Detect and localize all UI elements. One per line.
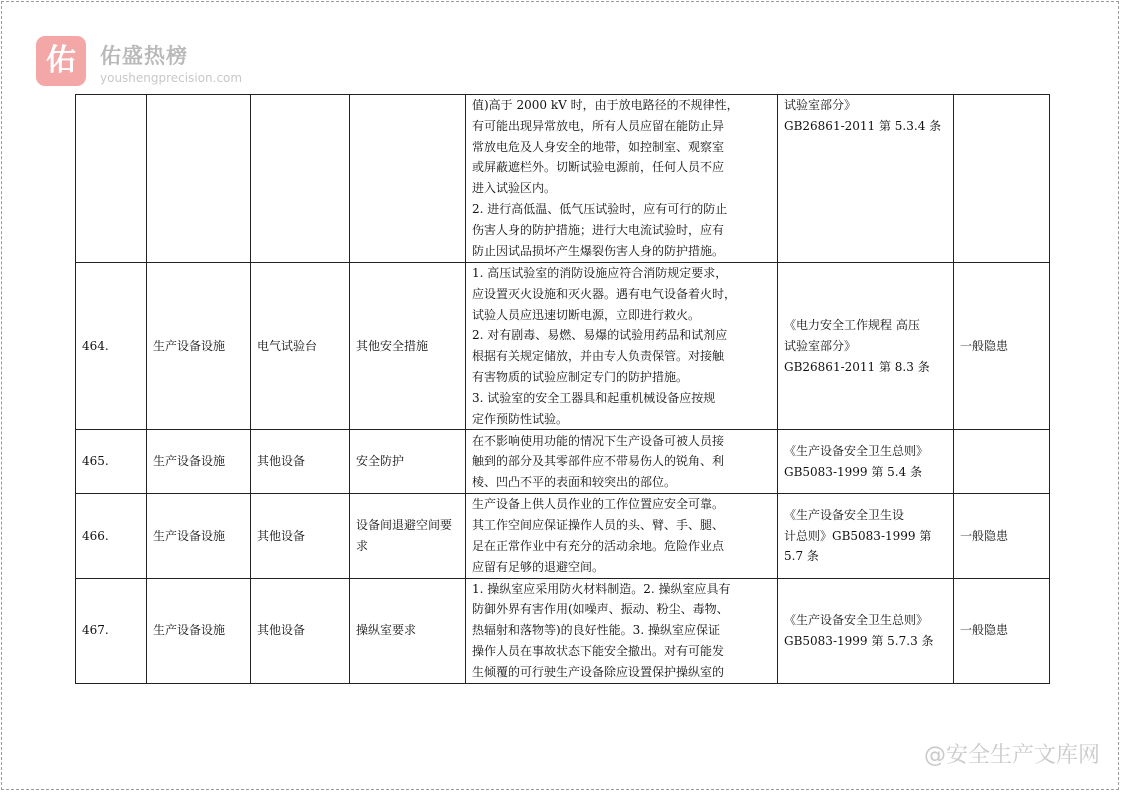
- basis-line: 《生产设备安全卫生总则》: [784, 612, 929, 627]
- table-row: [76, 263, 1050, 430]
- brand-url: youshengprecision.com: [100, 71, 243, 85]
- basis-cell: [778, 263, 954, 430]
- sub-item-cell: 设备间退避空间要求: [350, 494, 466, 578]
- requirement-line: 或屏蔽遮栏外。切断试验电源前，任何人员不应: [472, 160, 725, 175]
- item-cell: 电气试验台: [251, 263, 350, 430]
- row-number: 465.: [76, 430, 147, 494]
- basis-cell: [778, 95, 954, 263]
- brand-logo-icon: 佑: [36, 36, 86, 86]
- brand-name: 佑盛热榜: [100, 44, 188, 68]
- row-number: 464.: [76, 263, 147, 430]
- requirement-line: 在不影响使用功能的情况下生产设备可被人员接: [472, 433, 725, 448]
- requirement-line: 其工作空间应保证操作人员的头、臂、手、腿、: [472, 518, 725, 533]
- hazard-level-cell: [954, 95, 1050, 263]
- requirement-line: 触到的部分及其零部件应不带易伤人的锐角、利: [472, 454, 725, 469]
- requirement-cell: [466, 578, 778, 683]
- sub-item-cell: 操纵室要求: [350, 578, 466, 683]
- table-row: [76, 578, 1050, 683]
- category-cell: [147, 95, 251, 263]
- table-row: [76, 430, 1050, 494]
- item-cell: [251, 95, 350, 263]
- table-row: [76, 95, 1050, 263]
- requirement-line: 1. 高压试验室的消防设施应符合消防规定要求，: [472, 266, 728, 280]
- basis-line: 《生产设备安全卫生设: [784, 507, 905, 522]
- basis-cell: [778, 430, 954, 494]
- sub-item-cell: 安全防护: [350, 430, 466, 494]
- category-cell: 生产设备设施: [147, 494, 251, 578]
- requirement-line: 有可能出现异常放电，所有人员应留在能防止异: [472, 118, 725, 133]
- hazard-table: [75, 94, 1050, 684]
- sub-item-cell: [350, 95, 466, 263]
- requirement-line: 棱、凹凸不平的表面和较突出的部位。: [472, 475, 677, 490]
- requirement-cell: [466, 430, 778, 494]
- basis-line: GB26861-2011 第 8.3 条: [784, 359, 930, 374]
- requirement-line: 试验人员应迅速切断电源，立即进行救火。: [472, 307, 701, 322]
- basis-cell: [778, 578, 954, 683]
- requirement-cell: [466, 494, 778, 578]
- hazard-level-cell: 一般隐患: [954, 263, 1050, 430]
- requirement-line: 2. 进行高低温、低气压试验时，应有可行的防止: [472, 201, 728, 216]
- table-row: [76, 494, 1050, 578]
- basis-line: 试验室部分》: [784, 338, 857, 353]
- requirement-line: 足在正常作业中有充分的活动余地。危险作业点: [472, 538, 725, 553]
- basis-line: 计总则》GB5083-1999 第: [784, 528, 932, 543]
- category-cell: 生产设备设施: [147, 263, 251, 430]
- basis-line: 试验室部分》: [784, 98, 857, 112]
- requirement-line: 生倾覆的可行驶生产设备除应设置保护操纵室的: [472, 664, 725, 679]
- requirement-line: 定作预防性试验。: [472, 411, 569, 426]
- basis-line: GB5083-1999 第 5.7.3 条: [784, 633, 934, 648]
- category-cell: 生产设备设施: [147, 430, 251, 494]
- requirement-line: 防止因试品损坏产生爆裂伤害人身的防护措施。: [472, 243, 725, 258]
- basis-line: 5.7 条: [784, 549, 819, 564]
- watermark: @安全生产文库网: [923, 743, 1100, 768]
- requirement-line: 有害物质的试验应制定专门的防护措施。: [472, 369, 689, 384]
- row-number: 466.: [76, 494, 147, 578]
- category-cell: 生产设备设施: [147, 578, 251, 683]
- row-number: [76, 95, 147, 263]
- requirement-line: 根据有关规定储放，并由专人负责保管。对接触: [472, 349, 725, 364]
- requirement-line: 伤害人身的防护措施；进行大电流试验时，应有: [472, 222, 725, 237]
- requirement-cell: [466, 263, 778, 430]
- requirement-line: 热辐射和落物等)的良好性能。3. 操纵室应保证: [472, 623, 720, 638]
- row-number: 467.: [76, 578, 147, 683]
- requirement-line: 2. 对有剧毒、易燃、易爆的试验用药品和试剂应: [472, 328, 728, 343]
- requirement-line: 值)高于 2000 kV 时，由于放电路径的不规律性，: [472, 98, 739, 112]
- requirement-line: 防御外界有害作用(如噪声、振动、粉尘、毒物、: [472, 602, 729, 617]
- requirement-line: 应留有足够的退避空间。: [472, 559, 605, 574]
- hazard-level-cell: 一般隐患: [954, 494, 1050, 578]
- hazard-level-cell: 一般隐患: [954, 578, 1050, 683]
- basis-line: GB5083-1999 第 5.4 条: [784, 464, 923, 479]
- requirement-line: 3. 试验室的安全工器具和起重机械设备应按规: [472, 390, 716, 405]
- basis-line: 《生产设备安全卫生总则》: [784, 444, 929, 459]
- item-cell: 其他设备: [251, 578, 350, 683]
- sub-item-cell: 其他安全措施: [350, 263, 466, 430]
- requirement-line: 1. 操纵室应采用防火材料制造。2. 操纵室应具有: [472, 581, 731, 596]
- basis-cell: [778, 494, 954, 578]
- hazard-level-cell: [954, 430, 1050, 494]
- requirement-line: 应设置灭火设施和灭火器。遇有电气设备着火时，: [472, 286, 737, 301]
- requirement-line: 操作人员在事故状态下能安全撤出。对有可能发: [472, 643, 725, 658]
- basis-line: GB26861-2011 第 5.3.4 条: [784, 118, 942, 133]
- requirement-cell: [466, 95, 778, 263]
- item-cell: 其他设备: [251, 430, 350, 494]
- requirement-line: 生产设备上供人员作业的工作位置应安全可靠。: [472, 497, 725, 512]
- basis-line: 《电力安全工作规程 高压: [784, 317, 920, 332]
- item-cell: 其他设备: [251, 494, 350, 578]
- requirement-line: 进入试验区内。: [472, 181, 557, 196]
- requirement-line: 常放电危及人身安全的地带，如控制室、观察室: [472, 139, 725, 154]
